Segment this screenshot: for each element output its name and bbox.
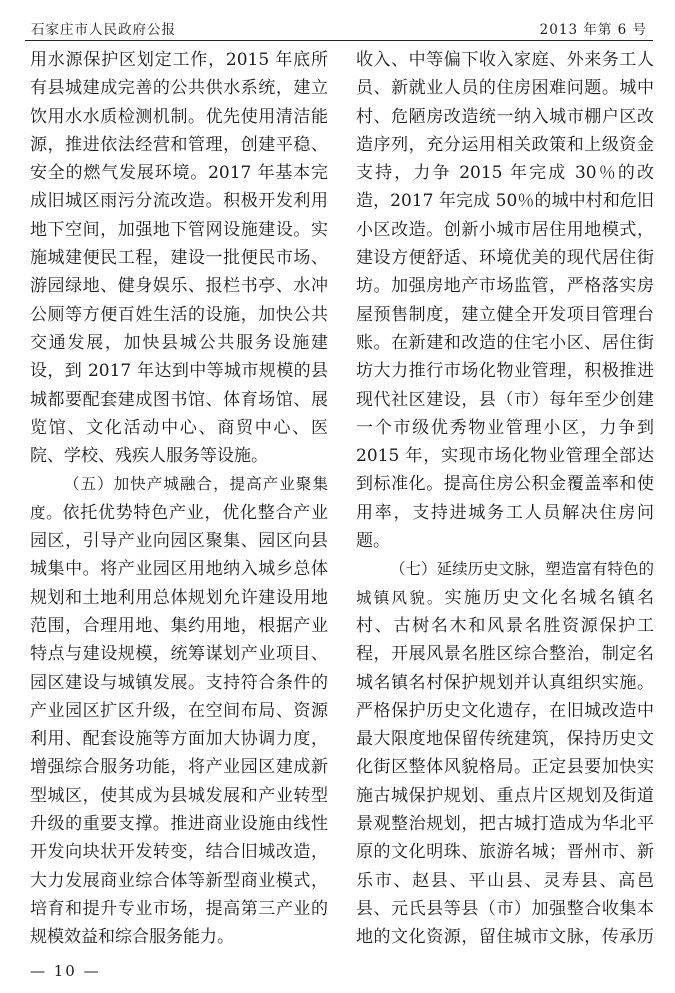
right-column [356,46,654,956]
section-seven-body: 实施历史文化名城名镇名村、古树名木和风景名胜资源保护工程，开展风景名胜区综合整治，制定名城名镇名村保护规划并认真组织实施。严格保护历史文化遗存，在旧城改造中最大限度地保留传统建筑，保持历史文化街区整体风貌格局。正定县要加快实施古城保护规划、重点片区规划及街道景观整治规划，把古城打造成为华北平原的文化明珠、旅游名城；晋州市、新乐市、赵县、平山县、灵寿县、高邑县、元氏县等县（市）加强整合收集本地的文化资源，留住城市文脉，传承历 [356,587,654,948]
section-five-paragraph [30,470,328,951]
paragraph-water-infrastructure: 用水源保护区划定工作，2015 年底所有县城建成完善的公共供水系统，建立饮用水水质检测机制。优先使用清洁能源，推进依法经营和管理，创建平稳、安全的燃气发展环境。2017 年基本完成旧城区雨污分流改造。积极开发利用地下空间，加强地下管网设施建设。实施城建便民工程，建设一批便民市场、游园绿地、健身娱乐、报栏书亭、水冲公厕等方便百姓生活的设施，加快公共交通发展，加快县城公共服务设施建设，到 2017 年达到中等城市规模的县城都要配套建成图书馆、体育场馆、展览馆、文化活动中心、商贸中心、医院、学校、残疾人服务等设施。 [30,50,328,467]
section-seven-paragraph [356,555,654,956]
page-number: — 10 — [30,962,101,980]
page-header [25,10,653,41]
left-column [30,46,328,956]
section-five-body: 依托优势特色产业，优化整合产业园区，引导产业向园区聚集、园区向县城集中。将产业园区用地纳入城乡总体规划和土地利用总体规划允许建设用地范围，合理用地、集约用地，根据产业特点与建设规模，统筹谋划产业项目、园区建设与城镇发展。支持符合条件的产业园区扩区升级，在空间布局、资源利用、配套设施等方面加大协调力度，增强综合服务功能，将产业园区建成新型城区，使其成为县城发展和产业转型升级的重要支撑。推进商业设施由线性开发向块状开发转变，结合旧城改造，大力发展商业综合体等新型商业模式，培育和提升专业市场，提高第三产业的规模效益和综合服务能力。 [30,502,328,948]
paragraph-housing-continued: 收入、中等偏下收入家庭、外来务工人员、新就业人员的住房困难问题。城中村、危陋房改造统一纳入城市棚户区改造序列，充分运用相关政策和上级资金支持，力争 2015 年完成 30％的改造，2017 年完成 50％的城中村和危旧小区改造。创新小城市居住用地模式，建设方便舒适、环境优美的现代居住街坊。加强房地产市场监管，严格落实房屋预售制度，建立健全开发项目管理台账。在新建和改造的住宅小区、居住街坊大力推行市场化物业管理，积极推进现代社区建设，县（市）每年至少创建一个市级优秀物业管理小区，力争到 2015 年，实现市场化物业管理全部达到标准化。提高住房公积金覆盖率和使用率，支持进城务工人员解决住房问题。 [356,50,654,552]
issue-number: 2013 年第 6 号 [539,22,647,38]
publication-title: 石家庄市人民政府公报 [31,22,176,38]
section-five-heading: （五）加快产城融合，提高产业聚集度。 [30,475,328,522]
section-seven-heading: （七）延续历史文脉，塑造富有特色的城镇风貌。 [356,560,654,607]
section-six-paragraph [30,952,328,957]
